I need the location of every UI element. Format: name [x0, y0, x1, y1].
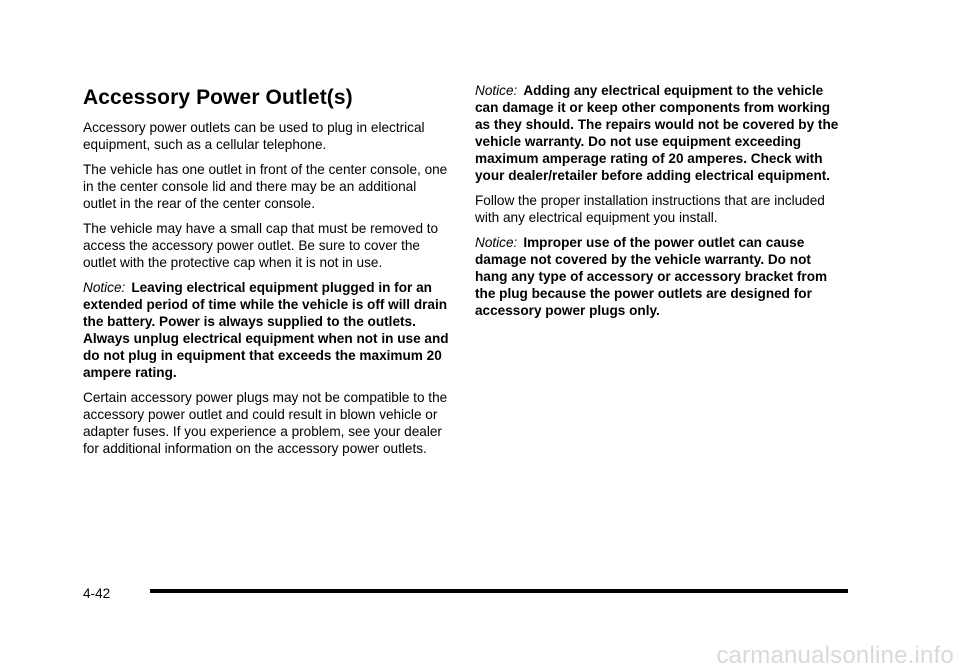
footer-rule	[150, 589, 848, 593]
paragraph-outlet-locations: The vehicle has one outlet in front of the center console, one in the center console lid and there may be an additional outlet in the rear of the center console.	[83, 162, 448, 211]
page-number: 4-42	[83, 586, 111, 601]
notice-label: Notice:	[83, 280, 126, 295]
notice-improper-use	[475, 234, 845, 319]
section-title: Accessory Power Outlet(s)	[83, 86, 353, 109]
right-column	[475, 82, 845, 327]
watermark: carmanualsonline.info	[716, 642, 954, 669]
notice-text: Improper use of the power outlet can cause damage not covered by the vehicle warranty. Do not hang any type of accessory or accessory bracket from the plug because the power outlets are designed for accessory power plugs only.	[475, 235, 828, 318]
notice-electrical-equipment	[475, 82, 845, 184]
notice-battery-drain	[83, 279, 453, 381]
notice-text: Adding any electrical equipment to the vehicle can damage it or keep other components from working as they should. The repairs would not be covered by the vehicle warranty. Do not use equipment exceeding maximum amperage rating of 20 amperes. Check with your dealer/retailer before adding electrical equipment.	[475, 83, 839, 183]
paragraph-installation: Follow the proper installation instructions that are included with any electrical equipment you install.	[475, 193, 825, 225]
notice-label: Notice:	[475, 235, 518, 250]
paragraph-protective-cap: The vehicle may have a small cap that must be removed to access the accessory power outlet. Be sure to cover the outlet with the protective cap when it is not in use.	[83, 221, 439, 270]
notice-label: Notice:	[475, 83, 518, 98]
left-column	[83, 82, 453, 465]
notice-text: Leaving electrical equipment plugged in for an extended period of time while the vehicle is off will drain the battery. Power is always supplied to the outlets. Always unplug electrical equipment when not in use and do not plug in equipment that exceeds the maximum 20 ampere rating.	[83, 280, 449, 380]
paragraph-intro: Accessory power outlets can be used to plug in electrical equipment, such as a cellular telephone.	[83, 120, 425, 152]
paragraph-compatibility: Certain accessory power plugs may not be compatible to the accessory power outlet and could result in blown vehicle or adapter fuses. If you experience a problem, see your dealer for additional information on the accessory power outlets.	[83, 390, 448, 456]
